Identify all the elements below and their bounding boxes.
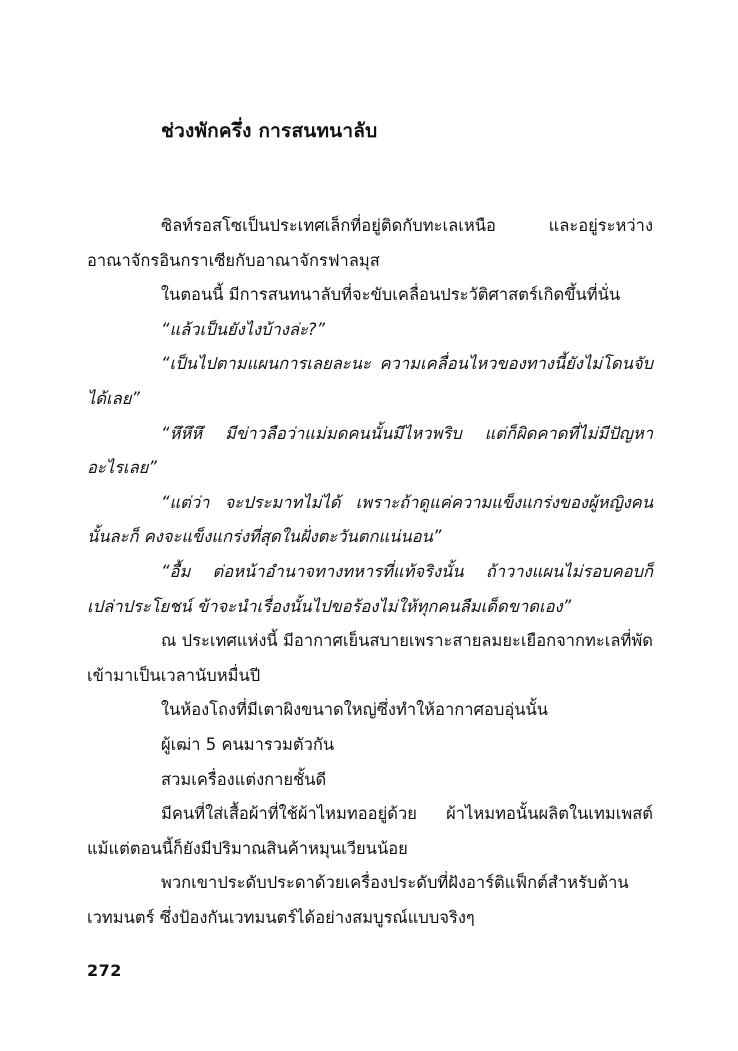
dialogue-2: “เป็นไปตามแผนการเลยละนะ ความเคลื่อนไหวของทางนี้ยังไม่โดนจับได้เลย”	[87, 354, 653, 408]
paragraph-2: ในตอนนี้ มีการสนทนาลับที่จะขับเคลื่อนประวัติศาสตร์เกิดขึ้นที่นั่น	[161, 285, 621, 305]
paragraph-1: ซิลท์รอสโซเป็นประเทศเล็กที่อยู่ติดกับทะเลเหนือ และอยู่ระหว่างอาณาจักรอินกราเซียกับอาณาจักรฟาลมุส	[87, 216, 653, 270]
page-number: 272	[87, 961, 122, 980]
chapter-title: ช่วงพักครึ่ง การสนทนาลับ	[161, 120, 378, 142]
dialogue-5: “อื้ม ต่อหน้าอำนาจทางทหารที่แท้จริงนั้น ถ้าวางแผนไม่รอบคอบก็เปล่าประโยชน์ ข้าจะนำเรื่องนั้นไปขอร้องไม่ให้ทุกคนลืมเด็ดขาดเอง”	[87, 561, 653, 616]
paragraph-5: ผู้เฒ่า 5 คนมารวมตัวกัน	[161, 734, 335, 754]
dialogue-3: “หึหึหึ มีข่าวลือว่าแม่มดคนนั้นมีไหวพริบ แต่ก็ผิดคาดที่ไม่มีปัญหาอะไรเลย”	[87, 423, 653, 478]
dialogue-4: “แต่ว่า จะประมาทไม่ได้ เพราะถ้าดูแค่ความแข็งแกร่งของผู้หญิงคนนั้นละก็ คงจะแข็งแกร่งที่สุดในฝั่งตะวันตกแน่นอน”	[87, 492, 653, 547]
paragraph-6: สวมเครื่องแต่งกายชั้นดี	[161, 769, 327, 789]
paragraph-3: ณ ประเทศแห่งนี้ มีอากาศเย็นสบายเพราะสายลมยะเยือกจากทะเลที่พัดเข้ามาเป็นเวลานับหมื่นปี	[87, 631, 653, 685]
paragraph-7: มีคนที่ใส่เสื้อผ้าที่ใช้ผ้าไหมทออยู่ด้วย ผ้าไหมทอนั้นผลิตในเทมเพสต์ แม้แต่ตอนนี้ก็ยังมีปริมาณสินค้าหมุนเวียนน้อย	[87, 804, 653, 858]
body-text	[87, 209, 653, 935]
dialogue-1: “แล้วเป็นยังไงบ้างล่ะ?”	[161, 319, 326, 339]
paragraph-8: พวกเขาประดับประดาด้วยเครื่องประดับที่ฝังอาร์ติแฟ็กต์สำหรับต้านเวทมนตร์ ซึ่งป้องกันเวทมนตร์ได้อย่างสมบูรณ์แบบจริงๆ	[87, 873, 629, 927]
paragraph-4: ในห้องโถงที่มีเตาผิงขนาดใหญ่ซึ่งทำให้อากาศอบอุ่นนั้น	[161, 700, 549, 720]
